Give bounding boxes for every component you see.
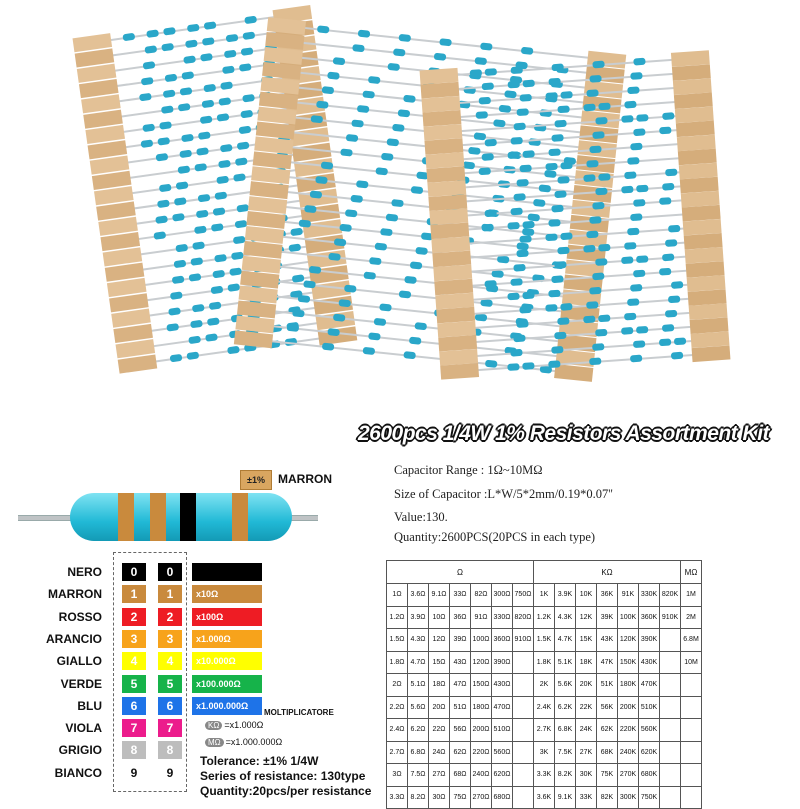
table-cell: 12Ω [429,629,450,652]
table-cell: 3.3Ω [387,786,408,809]
table-cell: 51K [597,674,618,697]
table-cell [660,786,681,809]
band-tolerance [232,493,248,541]
table-cell: 7.5Ω [408,764,429,787]
table-cell: 390Ω [492,651,513,674]
table-cell: 3K [534,741,555,764]
table-cell: 33Ω [450,584,471,607]
table-cell [660,696,681,719]
table-cell: 4.7Ω [408,651,429,674]
table-cell: 470K [639,674,660,697]
table-cell: 2.7K [534,719,555,742]
multiplier-band: x1.000Ω [192,630,262,648]
table-cell [681,719,702,742]
table-header-row [387,561,702,584]
table-cell: 1K [534,584,555,607]
kilo-note-text: =x1.000Ω [224,720,264,730]
table-cell: 5.6K [555,674,576,697]
table-cell: 1.5Ω [387,629,408,652]
multiplier-band: x100.000Ω [192,675,262,693]
table-cell: 8.2Ω [408,786,429,809]
table-cell: 560K [639,719,660,742]
page-title: 2600pcs 1/4W 1% Resistors Assortment Kit [358,422,770,445]
table-cell: 2M [681,606,702,629]
table-cell [513,786,534,809]
table-cell: 240K [618,741,639,764]
table-cell: 6.8M [681,629,702,652]
table-cell: 24Ω [429,741,450,764]
table-cell: 68Ω [450,764,471,787]
table-cell: 6.2K [555,696,576,719]
table-cell: 6.8Ω [408,741,429,764]
table-cell: 510Ω [492,719,513,742]
table-cell [513,719,534,742]
color-name: GRIGIO [58,743,102,758]
table-cell: 47K [597,651,618,674]
multiplier-label: MOLTIPLICATORE [264,708,334,717]
table-cell: 360Ω [492,629,513,652]
table-cell [513,741,534,764]
multiplier-band: x10Ω [192,585,262,603]
table-cell: 56K [597,696,618,719]
multiplier-band: x100Ω [192,608,262,626]
table-cell: 430Ω [492,674,513,697]
table-cell: 27K [576,741,597,764]
table-cell [681,764,702,787]
first-digit-band: 7 [122,719,146,737]
tolerance-color-label: MARRON [278,472,332,486]
table-cell: 15K [576,629,597,652]
color-name: MARRON [48,587,102,602]
color-name: ARANCIO [46,631,102,646]
table-cell: 36K [597,584,618,607]
table-cell: 33K [576,786,597,809]
table-row [387,741,702,764]
mega-badge: MΩ [205,738,224,747]
table-cell: 24K [576,719,597,742]
table-cell: 150K [618,651,639,674]
table-cell: 43Ω [450,651,471,674]
table-cell: 91K [618,584,639,607]
first-digit-band: 6 [122,697,146,715]
table-cell: 10Ω [429,606,450,629]
table-row [387,584,702,607]
second-digit-band: 6 [158,697,182,715]
table-cell: 200Ω [471,719,492,742]
table-cell: 20K [576,674,597,697]
table-cell: 91Ω [471,606,492,629]
resistance-table [386,560,702,809]
mega-note-text: =x1.000.000Ω [225,737,283,747]
table-cell: 2K [534,674,555,697]
table-cell: 4.3K [555,606,576,629]
table-cell: 620K [639,741,660,764]
color-name: ROSSO [58,609,102,624]
color-name: BIANCO [54,765,102,780]
table-cell: 10M [681,651,702,674]
table-cell: 560Ω [492,741,513,764]
table-cell: 330Ω [492,606,513,629]
table-cell: 18K [576,651,597,674]
multiplier-band [192,563,262,581]
second-digit-band: 2 [158,608,182,626]
table-row [387,629,702,652]
table-cell: 150Ω [471,674,492,697]
table-cell: 5.1K [555,651,576,674]
table-cell: 1M [681,584,702,607]
first-digit-band: 1 [122,585,146,603]
table-cell: 75K [597,764,618,787]
first-digit-band: 9 [122,764,146,782]
table-cell: 51Ω [450,696,471,719]
table-cell [513,651,534,674]
table-cell: 62Ω [450,741,471,764]
table-cell [660,651,681,674]
band-2 [150,493,166,541]
table-cell: 300Ω [492,584,513,607]
table-cell: 270Ω [471,786,492,809]
table-cell [513,674,534,697]
table-cell: 510K [639,696,660,719]
table-cell: 82Ω [471,584,492,607]
color-name: VERDE [60,676,102,691]
table-cell [660,629,681,652]
table-cell: 200K [618,696,639,719]
table-cell: 240Ω [471,764,492,787]
multiplier-band: x1.000.000Ω [192,697,262,715]
tolerance-badge: ±1% [240,470,272,490]
table-cell [681,674,702,697]
table-cell: 360K [639,606,660,629]
table-cell: 4.7K [555,629,576,652]
table-cell: 820K [660,584,681,607]
table-header-cell: MΩ [681,561,702,584]
table-cell [681,696,702,719]
table-cell: 1.2Ω [387,606,408,629]
table-cell: 3Ω [387,764,408,787]
color-name: VIOLA [65,721,102,736]
table-cell: 2.4K [534,696,555,719]
table-cell: 5.6Ω [408,696,429,719]
table-cell: 1Ω [387,584,408,607]
color-name: BLU [77,698,102,713]
table-cell: 10K [576,584,597,607]
table-cell: 620Ω [492,764,513,787]
table-cell: 7.5K [555,741,576,764]
table-cell: 9.1K [555,786,576,809]
table-cell [513,696,534,719]
table-cell: 910Ω [513,629,534,652]
first-digit-band: 4 [122,652,146,670]
spec-size: Size of Capacitor :L*W/5*2mm/0.19*0.07'' [394,487,613,501]
table-cell: 6.2Ω [408,719,429,742]
table-cell: 300K [618,786,639,809]
table-cell [513,764,534,787]
table-cell: 270K [618,764,639,787]
table-cell: 27Ω [429,764,450,787]
table-cell: 62K [597,719,618,742]
table-cell: 68K [597,741,618,764]
table-cell: 6.8K [555,719,576,742]
table-cell: 750Ω [513,584,534,607]
band-1 [118,493,134,541]
table-row [387,651,702,674]
second-digit-band: 7 [158,719,182,737]
table-cell [660,741,681,764]
table-cell: 56Ω [450,719,471,742]
second-digit-band: 9 [158,764,182,782]
table-cell [660,674,681,697]
table-header-cell: Ω [387,561,534,584]
table-cell: 30Ω [429,786,450,809]
table-row [387,719,702,742]
table-cell: 470Ω [492,696,513,719]
table-cell: 43K [597,629,618,652]
table-cell: 36Ω [450,606,471,629]
table-cell [681,741,702,764]
table-cell: 3.9Ω [408,606,429,629]
kilo-note [205,720,263,730]
table-cell: 30K [576,764,597,787]
second-digit-band: 8 [158,741,182,759]
tolerance-note: Tolerance: ±1% 1/4W [200,754,319,768]
table-cell: 3.6K [534,786,555,809]
spec-range: Capacitor Range : 1Ω~10MΩ [394,463,543,477]
table-cell: 82K [597,786,618,809]
table-cell: 9.1Ω [429,584,450,607]
table-cell: 180K [618,674,639,697]
table-cell: 1.2K [534,606,555,629]
table-cell: 220K [618,719,639,742]
multiplier-band: x10.000Ω [192,652,262,670]
first-digit-band: 0 [122,563,146,581]
table-cell: 2.7Ω [387,741,408,764]
table-cell: 1.8K [534,651,555,674]
table-cell: 220Ω [471,741,492,764]
table-cell: 15Ω [429,651,450,674]
table-cell: 3.3K [534,764,555,787]
second-digit-band: 1 [158,585,182,603]
table-cell: 330K [639,584,660,607]
table-cell: 5.1Ω [408,674,429,697]
table-cell: 390K [639,629,660,652]
table-cell: 680Ω [492,786,513,809]
table-cell: 2.2Ω [387,696,408,719]
table-row [387,606,702,629]
table-cell: 750K [639,786,660,809]
table-cell: 120Ω [471,651,492,674]
table-cell: 680K [639,764,660,787]
band-3 [180,493,196,541]
table-cell: 1.5K [534,629,555,652]
table-cell: 100Ω [471,629,492,652]
color-name: GIALLO [56,654,102,669]
table-row [387,786,702,809]
second-digit-band: 5 [158,675,182,693]
table-cell: 39Ω [450,629,471,652]
table-cell [681,786,702,809]
table-cell: 22K [576,696,597,719]
first-digit-band: 8 [122,741,146,759]
table-row [387,696,702,719]
color-name: NERO [67,565,102,579]
second-digit-band: 0 [158,563,182,581]
table-cell: 180Ω [471,696,492,719]
table-cell: 2.4Ω [387,719,408,742]
series-note: Series of resistance: 130type [200,769,366,783]
table-cell: 1.8Ω [387,651,408,674]
table-cell: 47Ω [450,674,471,697]
table-cell: 22Ω [429,719,450,742]
table-cell: 2Ω [387,674,408,697]
second-digit-band: 4 [158,652,182,670]
table-cell [660,719,681,742]
table-cell: 4.3Ω [408,629,429,652]
table-cell: 20Ω [429,696,450,719]
mega-note [205,737,282,747]
table-cell: 910K [660,606,681,629]
table-cell: 120K [618,629,639,652]
first-digit-band: 2 [122,608,146,626]
table-cell: 75Ω [450,786,471,809]
table-cell: 820Ω [513,606,534,629]
table-cell: 430K [639,651,660,674]
spec-quantity: Quantity:2600PCS(20PCS in each type) [394,530,596,544]
table-cell: 12K [576,606,597,629]
quantity-note: Quantity:20pcs/per resistance [200,784,372,798]
first-digit-band: 5 [122,675,146,693]
resistor-bundle-photo [0,0,800,400]
second-digit-band: 3 [158,630,182,648]
spec-value: Value:130. [394,510,448,524]
kilo-badge: KΩ [205,721,222,730]
table-cell: 3.9K [555,584,576,607]
table-cell: 39K [597,606,618,629]
table-cell: 3.6Ω [408,584,429,607]
resistor-body [70,493,292,541]
table-cell: 100K [618,606,639,629]
table-cell: 18Ω [429,674,450,697]
table-row [387,764,702,787]
table-header-cell: KΩ [534,561,681,584]
first-digit-band: 3 [122,630,146,648]
table-cell [660,764,681,787]
table-row [387,674,702,697]
table-cell: 8.2K [555,764,576,787]
